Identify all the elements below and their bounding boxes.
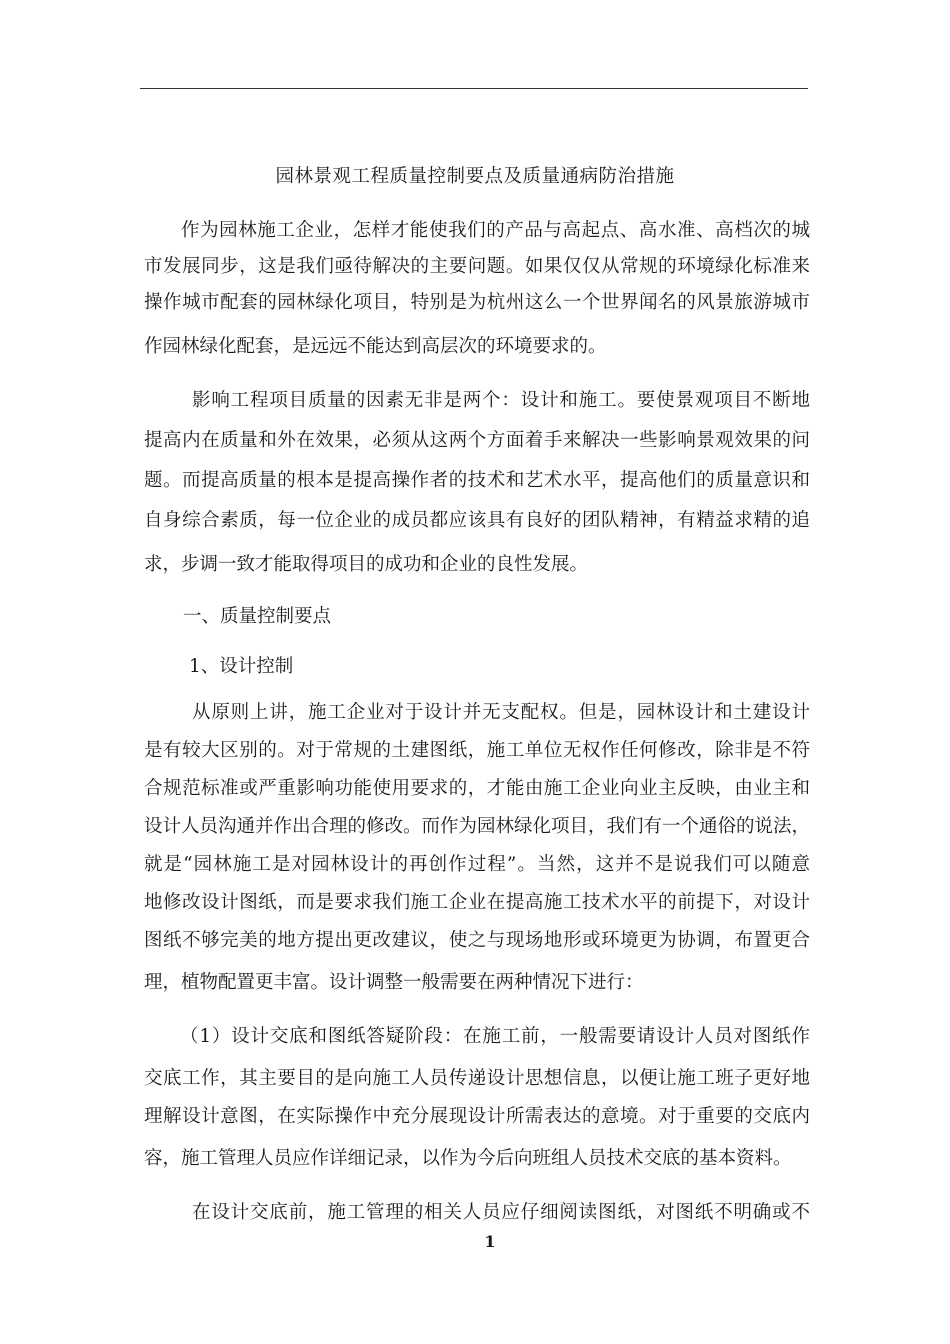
text-line: 理，植物配置更丰富。设计调整一般需要在两种情况下进行：: [144, 972, 644, 993]
section-heading: 一、质量控制要点: [183, 606, 332, 627]
text-line: 自身综合素质，每一位企业的成员都应该具有良好的团队精神，有精益求精的追: [144, 510, 810, 531]
paragraph-design-control: [144, 695, 810, 1001]
text-line: 就是“园林施工是对园林设计的再创作过程”。当然，这并不是说我们可以随意: [144, 854, 810, 875]
text-line: 容，施工管理人员应作详细记录，以作为今后向班组人员技术交底的基本资料。: [144, 1148, 792, 1169]
document-title: 园林景观工程质量控制要点及质量通病防治措施: [275, 166, 675, 187]
text-line: 提高内在质量和外在效果，必须从这两个方面着手来解决一些影响景观效果的问: [144, 430, 810, 451]
text-line: 设计人员沟通并作出合理的修改。而作为园林绿化项目，我们有一个通俗的说法，: [144, 816, 810, 837]
text-line: 是有较大区别的。对于常规的土建图纸，施工单位无权作任何修改，除非是不符: [144, 740, 810, 761]
text-line: 图纸不够完美的地方提出更改建议，使之与现场地形或环境更为协调，布置更合: [144, 930, 810, 951]
text-line: 影响工程项目质量的因素无非是两个：设计和施工。要使景观项目不断地: [192, 390, 810, 411]
header-rule: [140, 88, 808, 89]
text-line: 市发展同步，这是我们亟待解决的主要问题。如果仅仅从常规的环境绿化标准来: [144, 256, 810, 277]
text-line: 从原则上讲，施工企业对于设计并无支配权。但是，园林设计和土建设计: [192, 702, 810, 723]
paragraph-design-briefing: [144, 1019, 810, 1177]
text-line: 作园林绿化配套，是远远不能达到高层次的环境要求的。: [144, 336, 607, 357]
text-line: 作为园林施工企业，怎样才能使我们的产品与高起点、高水准、高档次的城: [181, 220, 810, 241]
text-line: 在设计交底前，施工管理的相关人员应仔细阅读图纸，对图纸不明确或不: [192, 1202, 810, 1223]
paragraph-factors: [144, 383, 810, 583]
text-line: 求，步调一致才能取得项目的成功和企业的良性发展。: [144, 554, 589, 575]
paragraph-before-briefing: [144, 1195, 810, 1231]
text-line: 地修改设计图纸，而是要求我们施工企业在提高施工技术水平的前提下，对设计: [144, 892, 810, 913]
page-number: 1: [484, 1232, 496, 1251]
text-line: 操作城市配套的园林绿化项目，特别是为杭州这么一个世界闻名的风景旅游城市: [144, 292, 810, 313]
text-line: 合规范标准或严重影响功能使用要求的，才能由施工企业向业主反映，由业主和: [144, 778, 810, 799]
text-line: 理解设计意图，在实际操作中充分展现设计所需表达的意境。对于重要的交底内: [144, 1106, 810, 1127]
text-line: 交底工作，其主要目的是向施工人员传递设计思想信息，以便让施工班子更好地: [144, 1068, 810, 1089]
text-line: 题。而提高质量的根本是提高操作者的技术和艺术水平，提高他们的质量意识和: [144, 470, 810, 491]
paragraph-intro: [144, 213, 810, 365]
subsection-heading: 1、设计控制: [189, 656, 294, 677]
text-line: （1）设计交底和图纸答疑阶段：在施工前，一般需要请设计人员对图纸作: [180, 1026, 810, 1047]
